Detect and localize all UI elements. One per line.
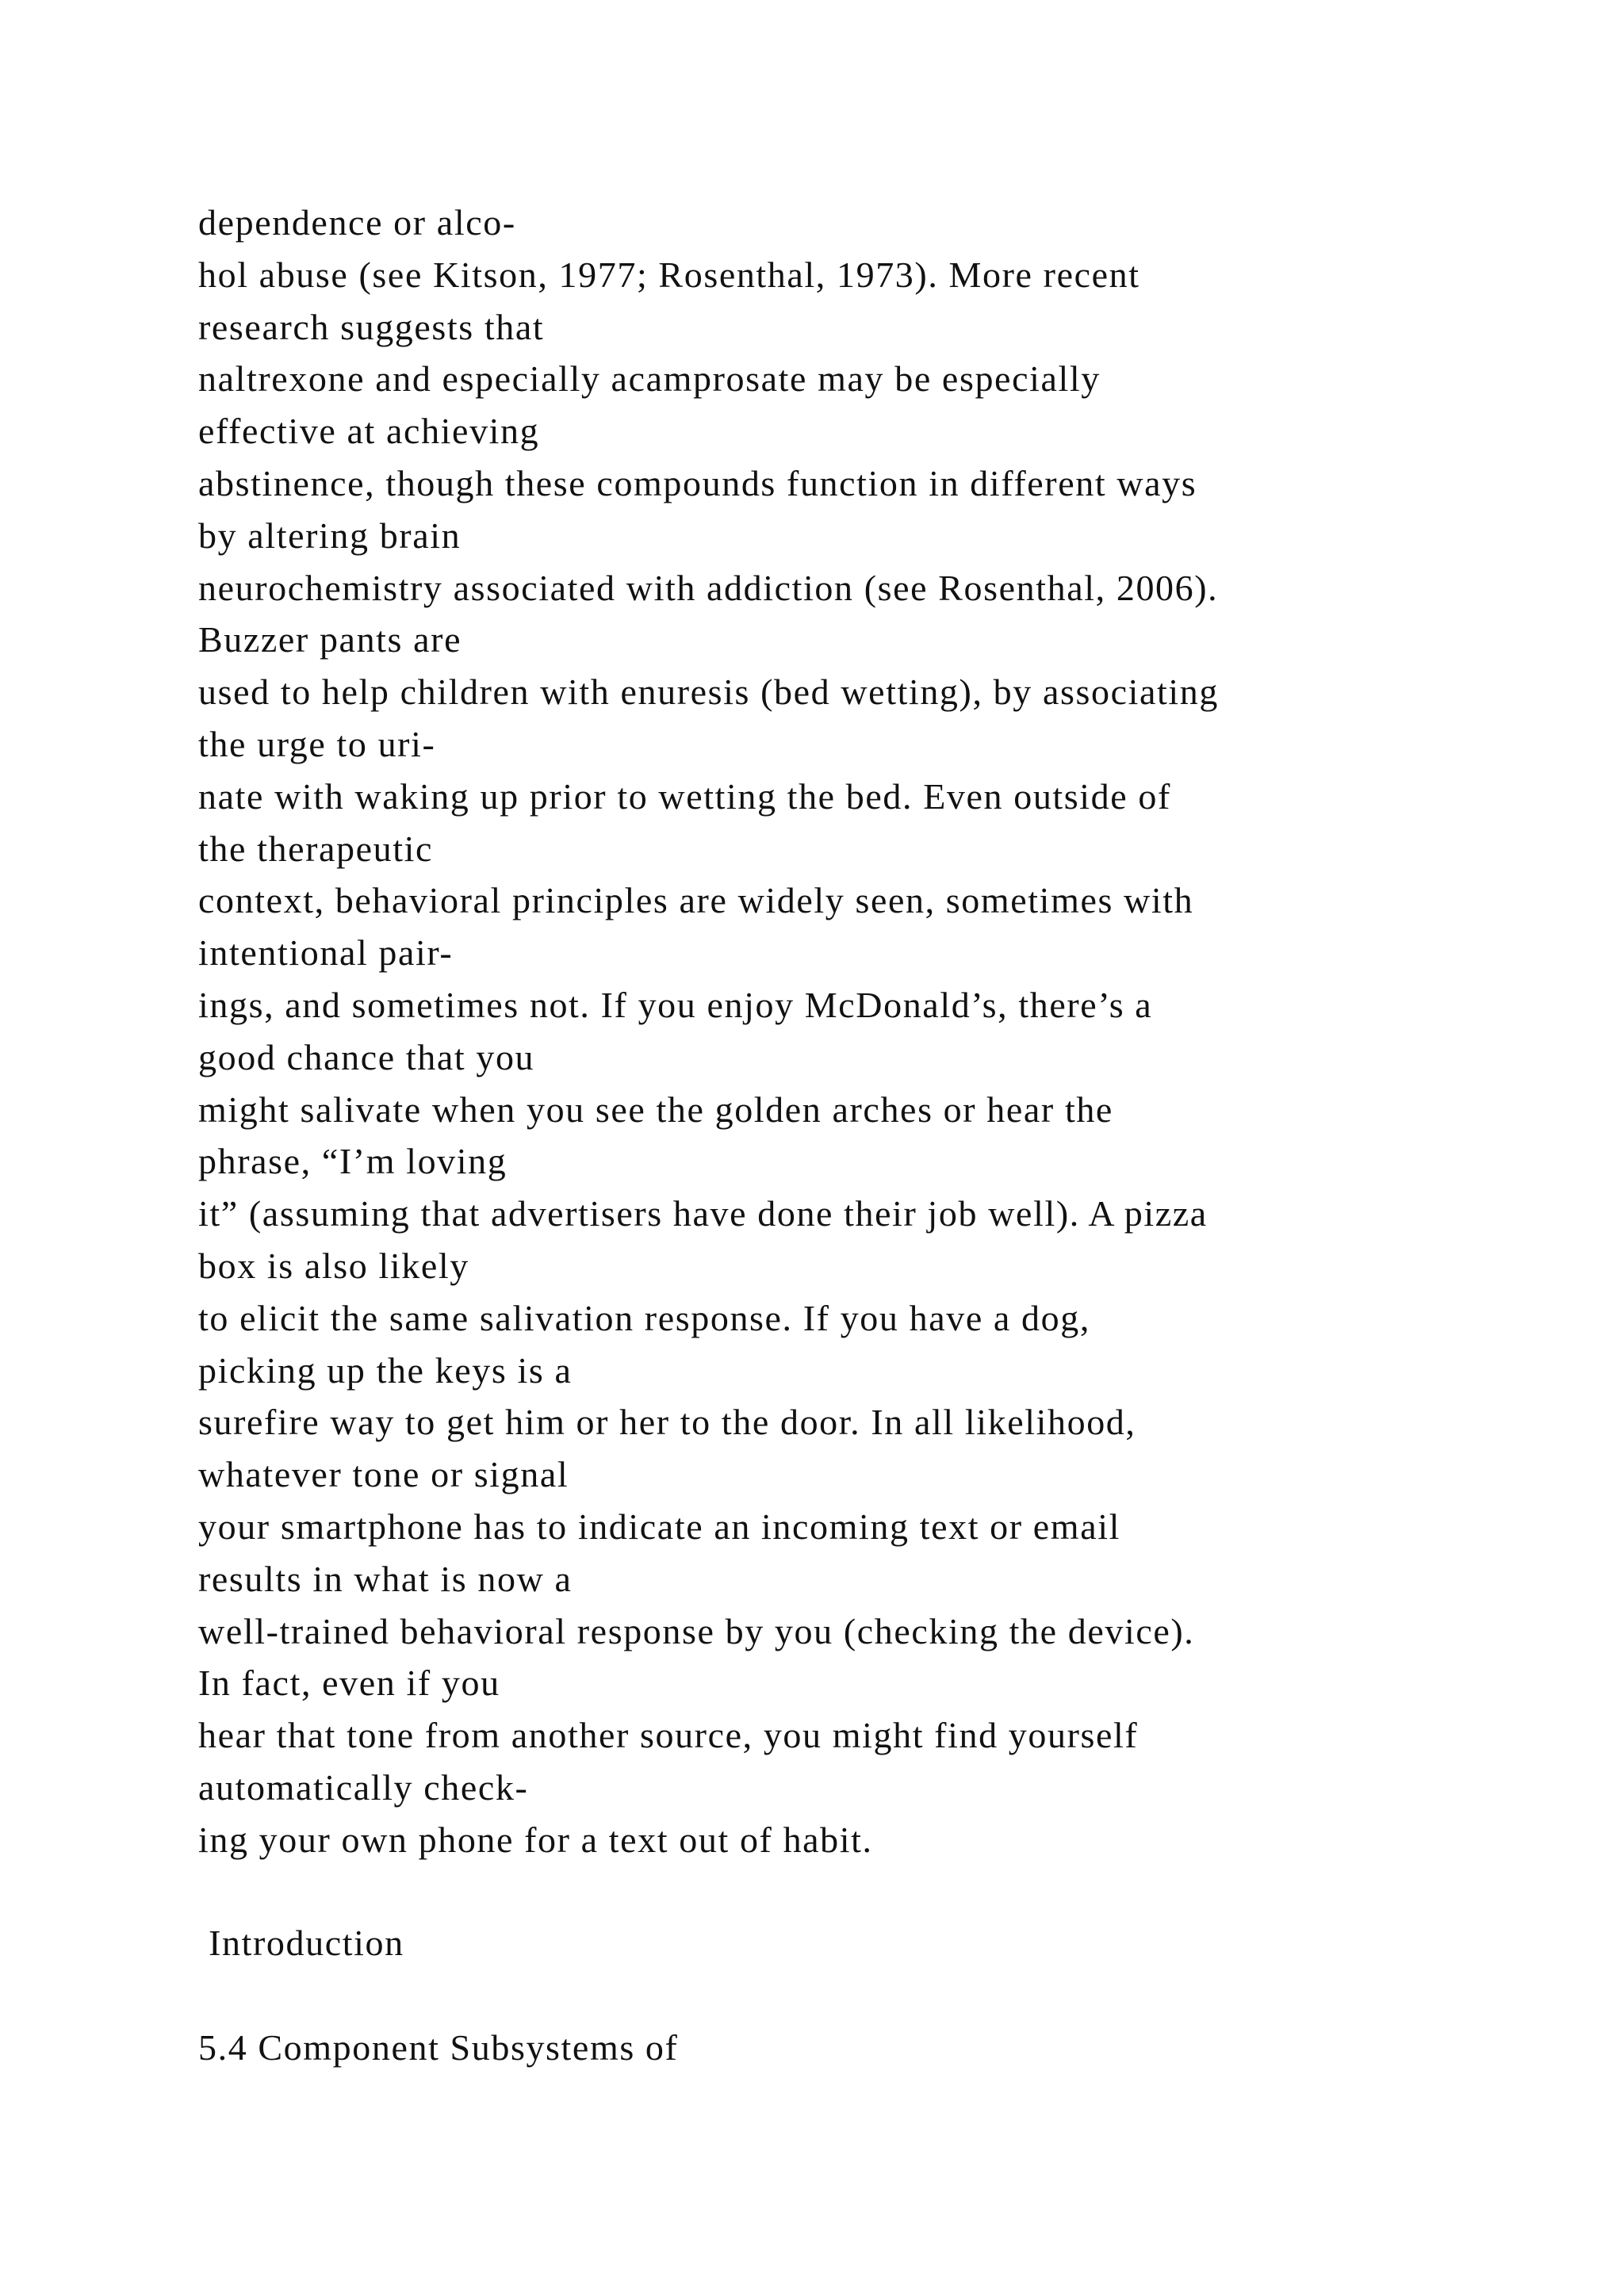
- text-line: nate with waking up prior to wetting the bed. Even outside of: [198, 775, 1171, 817]
- text-line: results in what is now a: [198, 1558, 573, 1599]
- text-line: phrase, “I’m loving: [198, 1141, 508, 1182]
- text-line: might salivate when you see the golden arches or hear the: [198, 1089, 1113, 1130]
- text-line: box is also likely: [198, 1245, 469, 1286]
- text-line: dependence or alco-: [198, 202, 516, 243]
- text-line: picking up the keys is a: [198, 1349, 573, 1391]
- text-line: by altering brain: [198, 515, 462, 556]
- text-line: whatever tone or signal: [198, 1454, 569, 1495]
- text-line: the urge to uri-: [198, 723, 436, 764]
- text-line: research suggests that: [198, 306, 545, 347]
- body-text: [198, 197, 1546, 1866]
- text-line: naltrexone and especially acamprosate may be especially: [198, 358, 1101, 400]
- text-line: surefire way to get him or her to the door. In all likelihood,: [198, 1402, 1136, 1443]
- text-line: ings, and sometimes not. If you enjoy McDonald’s, there’s a: [198, 984, 1153, 1025]
- text-line: effective at achieving: [198, 411, 540, 452]
- text-line: automatically check-: [198, 1766, 529, 1808]
- text-line: In fact, even if you: [198, 1663, 500, 1704]
- text-line: intentional pair-: [198, 932, 454, 974]
- text-line: Buzzer pants are: [198, 619, 462, 660]
- text-line: it” (assuming that advertisers have done their job well). A pizza: [198, 1193, 1208, 1234]
- text-line: abstinence, though these compounds function in different ways: [198, 462, 1197, 503]
- introduction-heading: Introduction: [198, 1923, 404, 1963]
- text-line: the therapeutic: [198, 828, 434, 869]
- text-line: hear that tone from another source, you might find yourself: [198, 1715, 1139, 1756]
- text-line: to elicit the same salivation response. If you have a dog,: [198, 1297, 1090, 1338]
- text-line: well-trained behavioral response by you (checking the device).: [198, 1610, 1195, 1651]
- text-line: good chance that you: [198, 1036, 535, 1077]
- text-line: hol abuse (see Kitson, 1977; Rosenthal, 1973). More recent: [198, 254, 1140, 295]
- section-heading: 5.4 Component Subsystems of: [198, 2027, 679, 2068]
- text-line: neurochemistry associated with addiction (see Rosenthal, 2006).: [198, 567, 1219, 608]
- text-line: context, behavioral principles are widely seen, sometimes with: [198, 880, 1194, 921]
- text-line: used to help children with enuresis (bed wetting), by associating: [198, 672, 1219, 713]
- text-line: your smartphone has to indicate an incoming text or email: [198, 1506, 1120, 1547]
- text-line: ing your own phone for a text out of habit.: [198, 1819, 873, 1860]
